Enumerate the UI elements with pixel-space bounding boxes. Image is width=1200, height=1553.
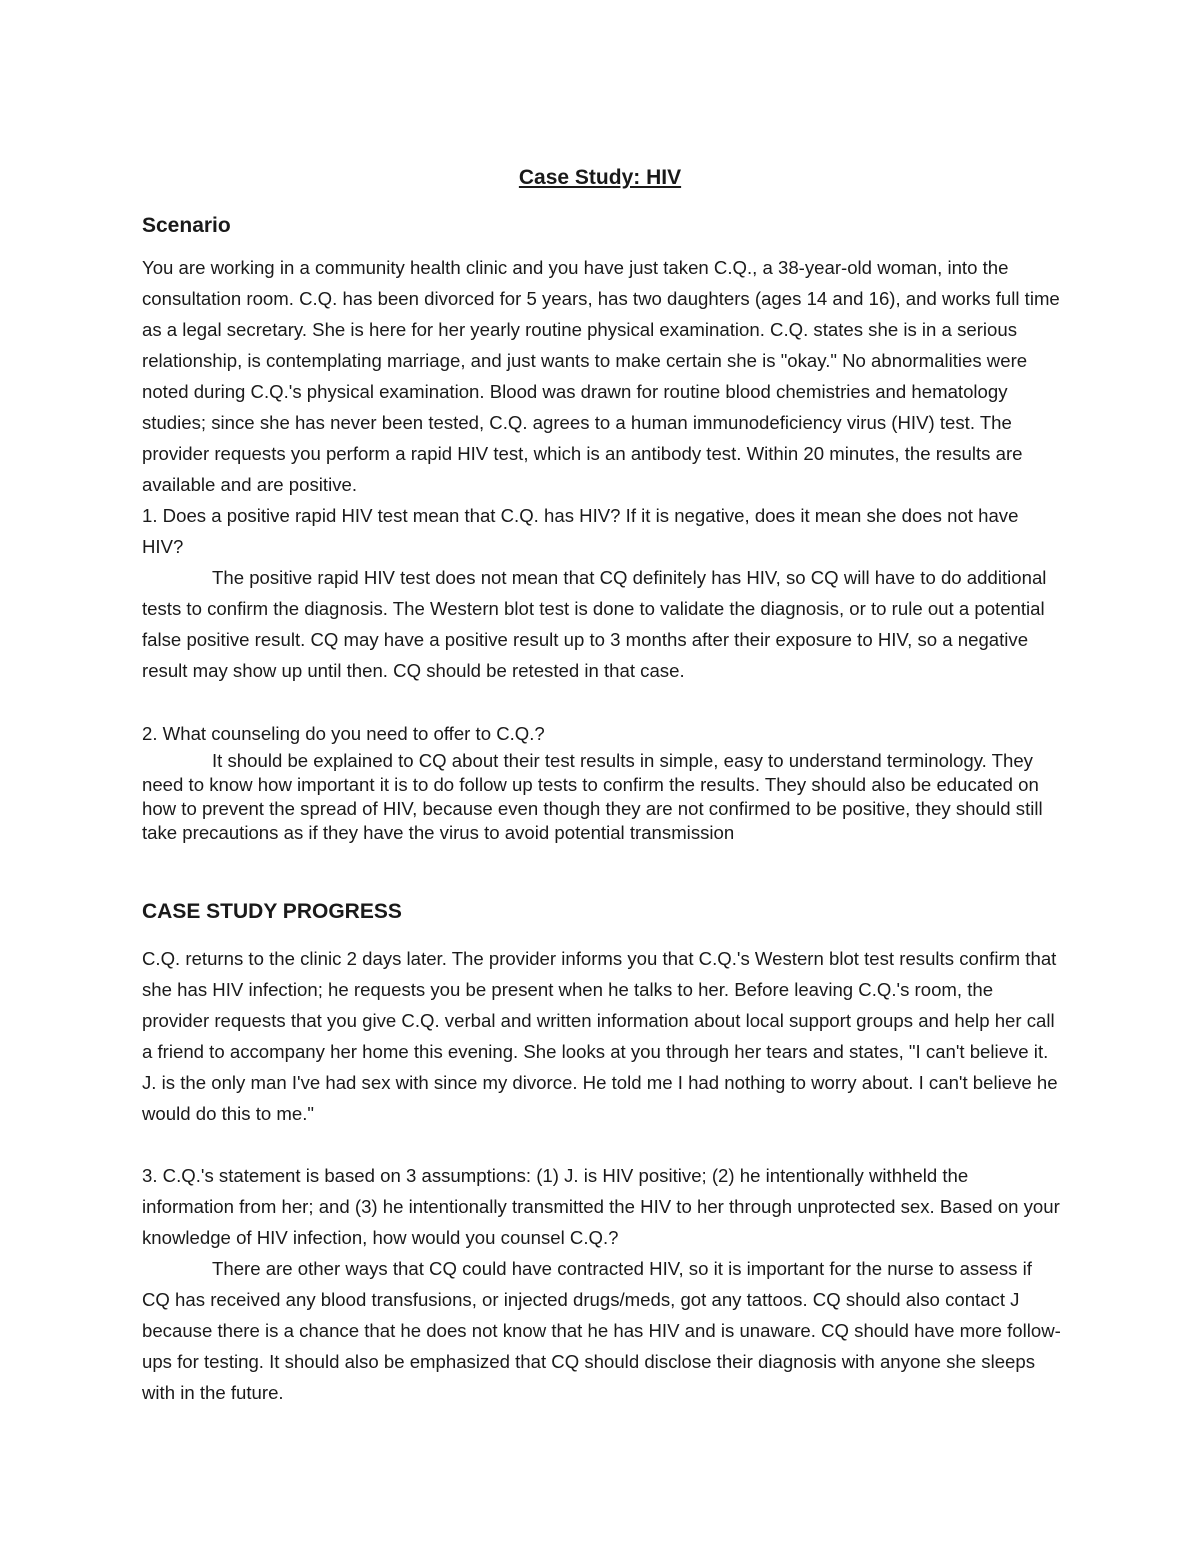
scenario-section — [142, 252, 1062, 686]
answer-3: There are other ways that CQ could have contracted HIV, so it is important for the nurse to assess if CQ has received any blood transfusions, or injected drugs/meds, got any tattoos. CQ should also contact J because there is a chance that he does not know that he has HIV and is unaware. CQ should have more follow-ups for testing. It should also be emphasized that CQ should disclose their diagnosis with anyone she sleeps with in the future. — [142, 1258, 1061, 1403]
question-1: 1. Does a positive rapid HIV test mean that C.Q. has HIV? If it is negative, does it mean she does not have HIV? — [142, 505, 1019, 557]
question-2-section — [142, 718, 1062, 845]
answer-1: The positive rapid HIV test does not mean that CQ definitely has HIV, so CQ will have to do additional tests to confirm the diagnosis. The Western blot test is done to validate the diagnosis, or to rule out a potential false positive result. CQ may have a positive result up to 3 months after their exposure to HIV, so a negative result may show up until then. CQ should be retested in that case. — [142, 567, 1047, 681]
progress-heading: CASE STUDY PROGRESS — [142, 900, 402, 923]
scenario-heading: Scenario — [142, 214, 231, 237]
question-3: 3. C.Q.'s statement is based on 3 assumptions: (1) J. is HIV positive; (2) he intentionally withheld the information from her; and (3) he intentionally transmitted the HIV to her through unprotected sex. Based on your knowledge of HIV infection, how would you counsel C.Q.? — [142, 1165, 1060, 1248]
question-3-section — [142, 1160, 1062, 1408]
page-title: Case Study: HIV — [518, 166, 682, 189]
progress-section — [142, 943, 1062, 1129]
question-2: 2. What counseling do you need to offer to C.Q.? — [142, 723, 545, 744]
scenario-text: You are working in a community health clinic and you have just taken C.Q., a 38-year-old woman, into the consultation room. C.Q. has been divorced for 5 years, has two daughters (ages 14 and 16), and works full time as a legal secretary. She is here for her yearly routine physical examination. C.Q. states she is in a serious relationship, is contemplating marriage, and just wants to make certain she is "okay." No abnormalities were noted during C.Q.'s physical examination. Blood was drawn for routine blood chemistries and hematology studies; since she has never been tested, C.Q. agrees to a human immunodeficiency virus (HIV) test. The provider requests you perform a rapid HIV test, which is an antibody test. Within 20 minutes, the results are available and are positive. — [142, 257, 1060, 495]
progress-text: C.Q. returns to the clinic 2 days later. The provider informs you that C.Q.'s Western blot test results confirm that she has HIV infection; he requests you be present when he talks to her. Before leaving C.Q.'s room, the provider requests that you give C.Q. verbal and written information about local support groups and help her call a friend to accompany her home this evening. She looks at you through her tears and states, "I can't believe it. J. is the only man I've had sex with since my divorce. He told me I had nothing to worry about. I can't believe he would do this to me." — [142, 948, 1058, 1124]
answer-2: It should be explained to CQ about their test results in simple, easy to understand terminology. They need to know how important it is to do follow up tests to confirm the results. They should also be educated on how to prevent the spread of HIV, because even though they are not confirmed to be positive, they should still take precautions as if they have the virus to avoid potential transmission — [142, 750, 1043, 843]
